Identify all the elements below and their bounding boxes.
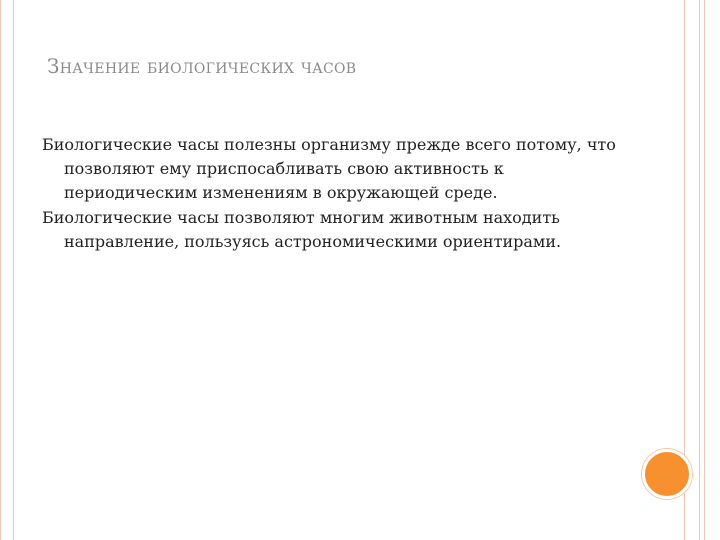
paragraph-2: Биологические часы позволяют многим животным находить направление, пользуясь астрономическими ориентирами. xyxy=(42,208,562,251)
slide-title: Значение биологических часов xyxy=(47,54,357,78)
slide-body xyxy=(42,133,642,255)
paragraph-1: Биологические часы полезны организму прежде всего потому, что позволяют ему приспосабливать свою активность к периодическим изменениям в окружающей среде. xyxy=(42,135,616,202)
decorative-orange-circle xyxy=(642,449,692,499)
left-frame-stripe xyxy=(0,0,14,540)
right-frame-stripe-outer xyxy=(704,0,720,540)
